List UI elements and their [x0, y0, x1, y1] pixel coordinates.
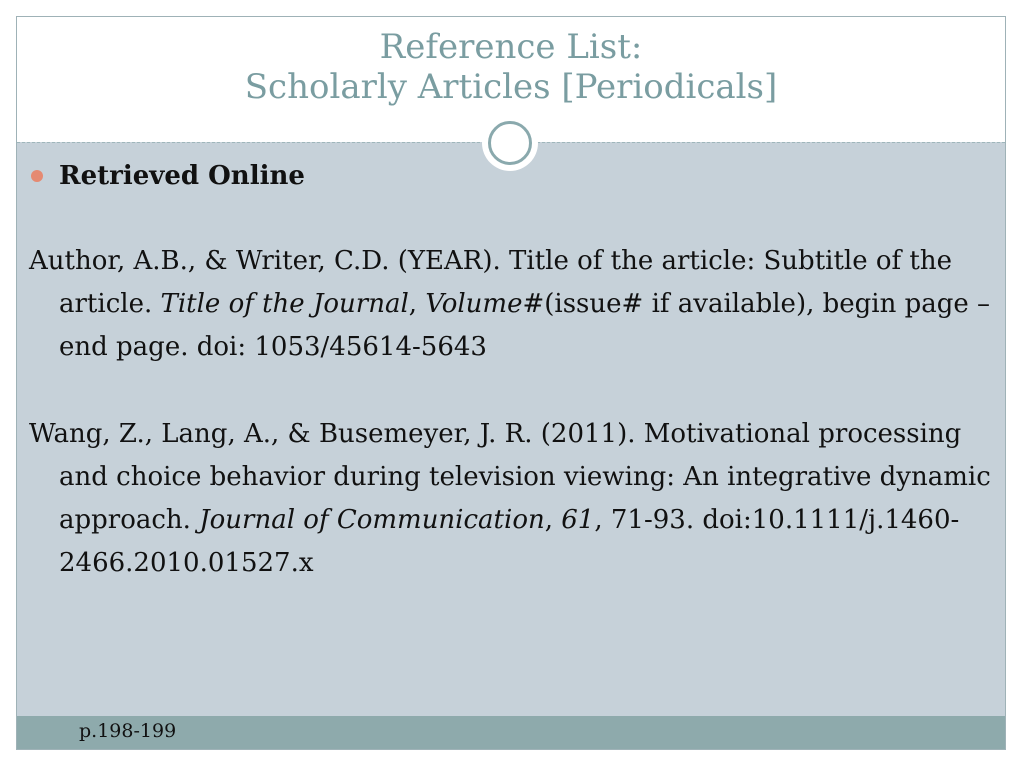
reference-volume: 61: [561, 505, 595, 535]
reference-volume: Volume#: [425, 289, 545, 319]
slide-body: [29, 155, 995, 585]
title-line-2: Scholarly Articles [Periodicals]: [244, 67, 778, 107]
slide-title: [17, 27, 1005, 107]
reference-separator: ,: [408, 289, 426, 319]
reference-lead: Wang, Z., Lang, A., & Busemeyer, J. R. (2011). Motivational processing and choice behavior during television viewing: An integrative dynamic approach.: [29, 419, 991, 535]
bullet-text: Retrieved Online: [59, 161, 305, 191]
footer-bar: [17, 716, 1005, 749]
title-line-1: Reference List:: [379, 27, 643, 67]
page-reference: p.198-199: [79, 720, 177, 742]
slide: [16, 16, 1006, 750]
reference-tail: , 71-93. doi:10.1111/j.1460-2466.2010.01527.x: [59, 505, 960, 578]
reference-journal: Title of the Journal: [160, 289, 409, 319]
reference-tail: (issue# if available), begin page – end page. doi: 1053/45614-5643: [59, 289, 991, 362]
reference-template: [29, 240, 995, 369]
reference-journal: Journal of Communication: [199, 505, 545, 535]
reference-lead: Author, A.B., & Writer, C.D. (YEAR). Title of the article: Subtitle of the article.: [29, 246, 952, 319]
bullet-dot-icon: [31, 170, 43, 182]
reference-separator: ,: [544, 505, 562, 535]
bullet-item: [29, 155, 995, 198]
reference-example: [29, 413, 995, 585]
